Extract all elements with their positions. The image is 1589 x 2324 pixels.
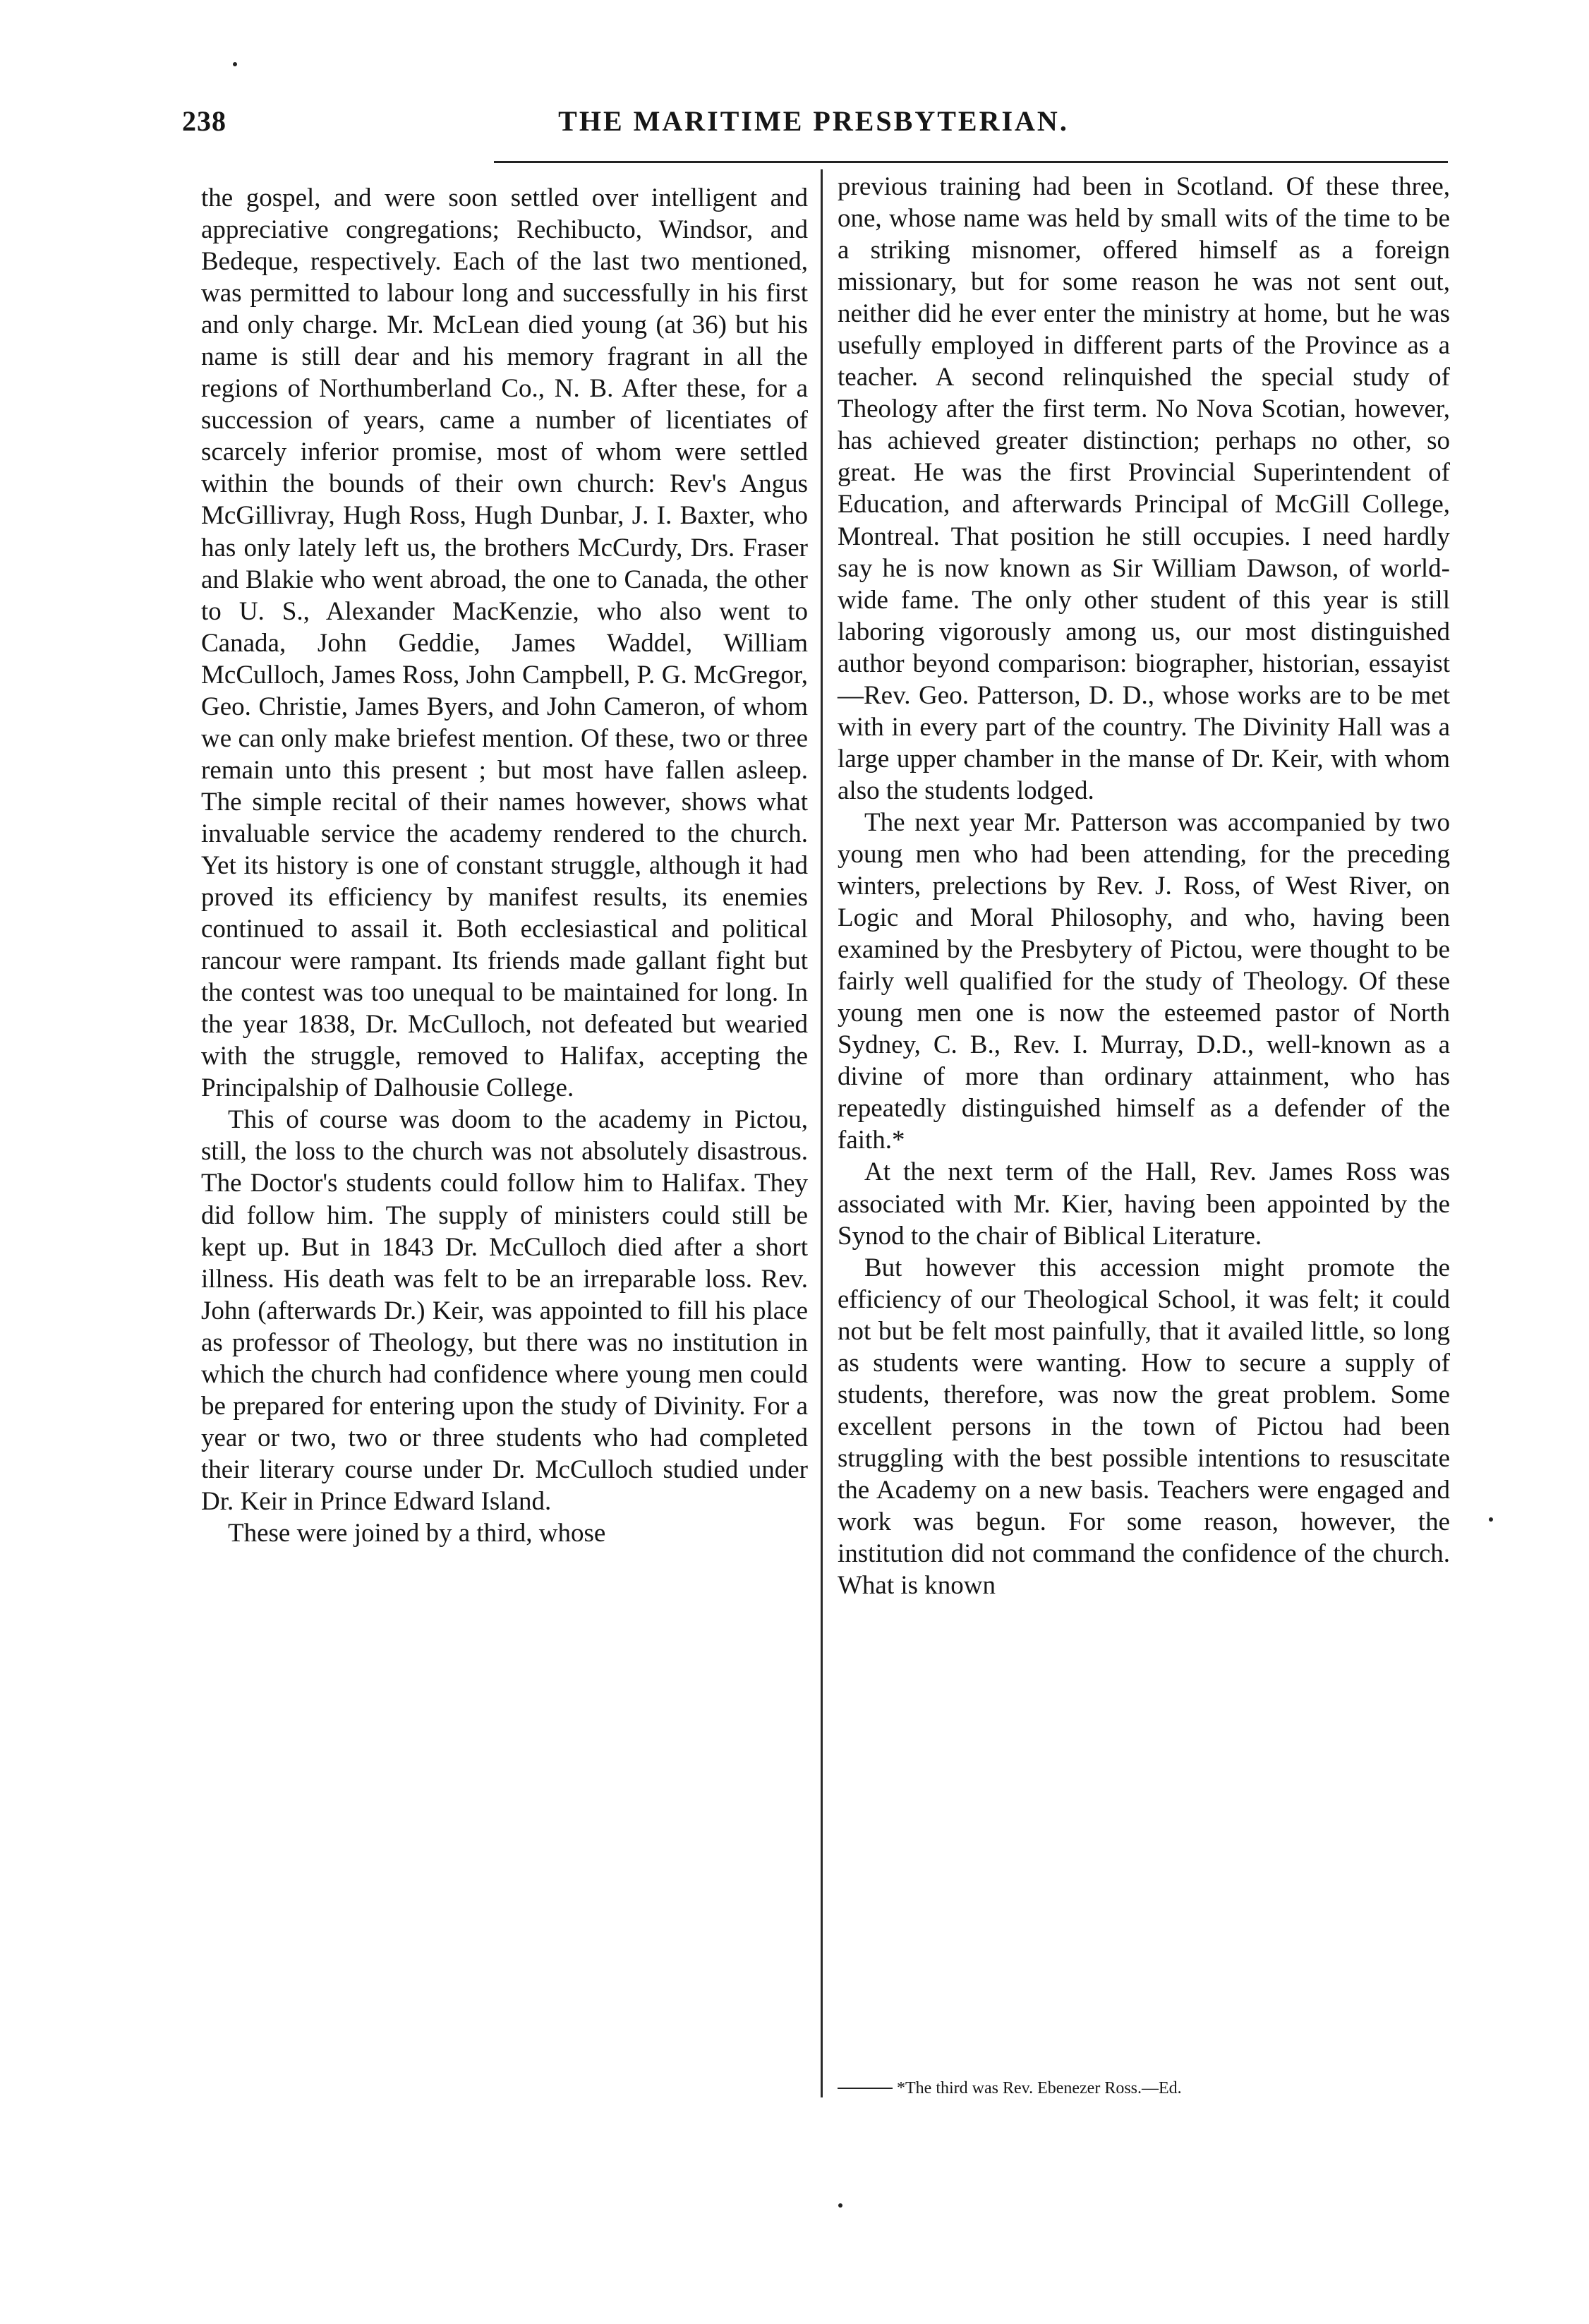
paragraph: This of course was doom to the academy in Pictou, still, the loss to the church was not absolutely disastrous. The Doctor's students could follow him to Halifax. They did follow him. The supply of ministers could still be kept up. But in 1843 Dr. McCulloch died after a short illness. His death was felt to be an irreparable loss. Rev. John (afterwards Dr.) Keir, was appointed to fill his place as professor of Theology, but there was no institution in which the church had confidence where young men could be prepared for entering upon the study of Divinity. For a year or two, two or three students who had completed their literary course under Dr. McCulloch studied under Dr. Keir in Prince Edward Island.: [201, 1105, 808, 1516]
column-divider: [821, 169, 823, 2097]
paragraph: At the next term of the Hall, Rev. James Ross was associated with Mr. Kier, having been appointed by the Synod to the chair of Biblical Literature.: [838, 1157, 1450, 1251]
paragraph: But however this accession might promote the efficiency of our Theological School, it was felt; it could not but be felt most painfully, that it availed little, so long as students were wanting. How to secure a supply of students, therefore, was now the great problem. Some excellent persons in the town of Pictou had been struggling with the best possible intentions to resuscitate the Academy on a new basis. Teachers were engaged and work was begun. For some reason, however, the institution did not command the confidence of the church. What is known: [838, 1253, 1450, 1601]
footnote: [838, 2078, 1450, 2099]
print-speck: [233, 62, 237, 66]
print-speck: [1489, 1517, 1493, 1522]
paragraph: the gospel, and were soon settled over intelligent and appreciative congregations; Rechibucto, Windsor, and Bedeque, respectively. Each of the last two mentioned, was permitted to labour long and successfully in his first and only charge. Mr. McLean died young (at 36) but his name is still dear and his memory fragrant in all the regions of Northumberland Co., N. B. After these, for a succession of years, came a number of licentiates of scarcely inferior promise, most of whom were settled within the bounds of their own church: Rev's Angus McGillivray, Hugh Ross, Hugh Dunbar, J. I. Baxter, who has only lately left us, the brothers McCurdy, Drs. Fraser and Blakie who went abroad, the one to Canada, the other to U. S., Alexander MacKenzie, who also went to Canada, John Geddie, James Waddel, William McCulloch, James Ross, John Campbell, P. G. McGregor, Geo. Christie, James Byers, and John Cameron, of whom we can only make briefest mention. Of these, two or three remain unto this present ; but most have fallen asleep. The simple recital of their names however, shows what invaluable service the academy rendered to the church. Yet its history is one of constant struggle, although it had proved its efficiency by manifest results, its enemies continued to assail it. Both ecclesiastical and political rancour were rampant. Its friends made gallant fight but the contest was too unequal to be maintained for long. In the year 1838, Dr. McCulloch, not defeated but wearied with the struggle, removed to Halifax, accepting the Principalship of Dalhousie College.: [201, 183, 808, 1103]
paragraph: These were joined by a third, whose: [228, 1518, 606, 1548]
page-number: 238: [182, 105, 226, 137]
print-speck: [838, 2203, 842, 2208]
footnote-text: *The third was Rev. Ebenezer Ross.—Ed.: [897, 2079, 1182, 2097]
header-rule: [494, 161, 1448, 163]
paragraph: previous training had been in Scotland. Of these three, one, whose name was held by small wits of the time to be a striking misnomer, offered himself as a foreign missionary, but for some reason he was not sent out, neither did he ever enter the ministry at home, but he was usefully employed in different parts of the Province as a teacher. A second relinquished the special study of Theology after the first term. No Nova Scotian, however, has achieved greater distinction; perhaps no other, so great. He was the first Provincial Superintendent of Education, and afterwards Principal of McGill College, Montreal. That position he still occupies. I need hardly say he is now known as Sir William Dawson, of world-wide fame. The only other student of this year is still laboring vigorously among us, our most distinguished author beyond comparison: biographer, historian, essayist—Rev. Geo. Patterson, D. D., whose works are to be met with in every part of the country. The Divinity Hall was a large upper chamber in the manse of Dr. Keir, with whom also the students lodged.: [838, 172, 1450, 805]
running-title: THE MARITIME PRESBYTERIAN.: [558, 105, 1069, 137]
right-column: [838, 171, 1450, 1601]
paragraph: The next year Mr. Patterson was accompanied by two young men who had been attending, for the preceding winters, prelections by Rev. J. Ross, of West River, on Logic and Moral Philosophy, and who, having been examined by the Presbytery of Pictou, were thought to be fairly well qualified for the study of Theology. Of these young men one is now the esteemed pastor of North Sydney, C. B., Rev. I. Murray, D.D., well-known as a divine of more than ordinary attainment, who has repeatedly distinguished himself as a defender of the faith.*: [838, 807, 1450, 1155]
left-column: [201, 182, 808, 1549]
footnote-rule: [838, 2088, 893, 2089]
page-header: [182, 104, 1445, 147]
